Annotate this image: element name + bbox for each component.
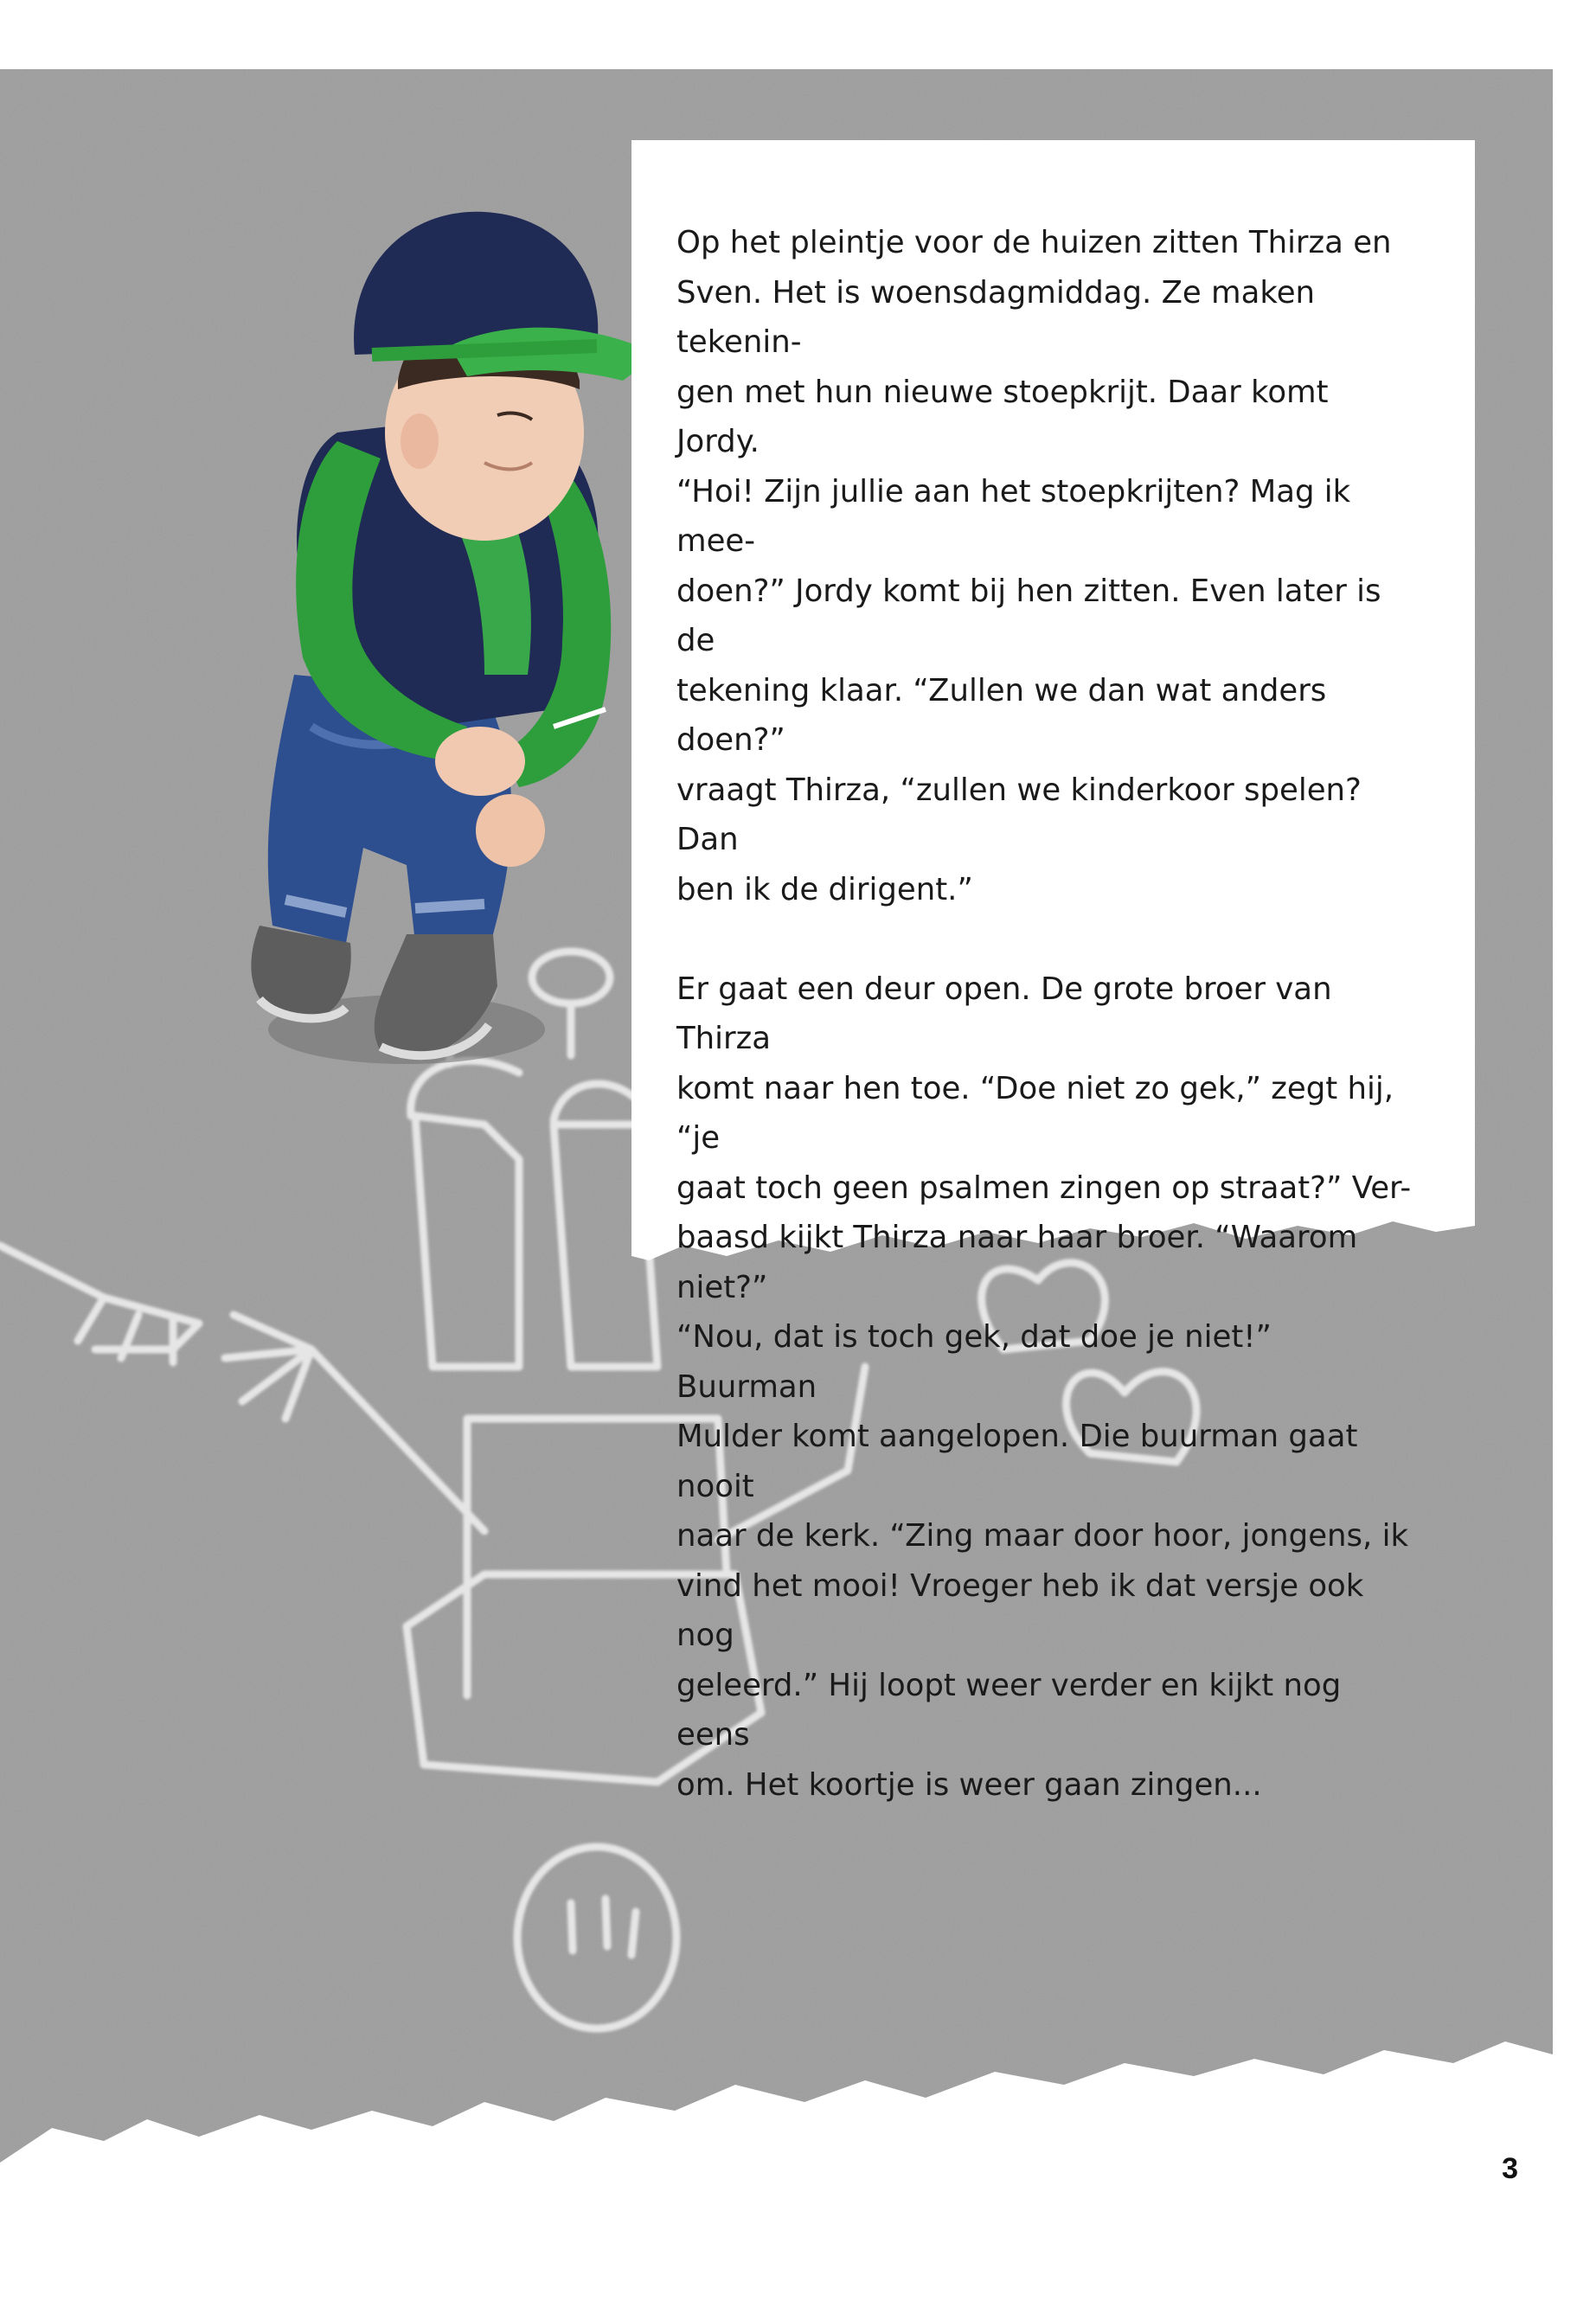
story-paragraph-2: Er gaat een deur open. De grote broer van Thirza komt naar hen toe. “Doe niet zo gek,” zegt hij, “je gaat toch geen psalmen zingen op straat?” Ver- baasd kijkt Thirza naar haar broer. “Waarom niet?” “Nou, dat is toch gek, dat doe je niet!” Buurman Mulder komt aangelopen. Die buurman gaat nooit naar de kerk. “Zing maar door hoor, jongens, ik vind het mooi! Vroeger heb ik dat versje ook nog geleerd.” Hij loopt weer verder en kijkt nog eens om. Het koortje is weer gaan zingen... (676, 971, 1412, 1803)
story-paragraph-1: Op het pleintje voor de huizen zitten Thirza en Sven. Het is woensdagmiddag. Ze maken tekenin- gen met hun nieuwe stoepkrijt. Daar komt Jordy. “Hoi! Zijn jullie aan het stoepkrijten? Mag ik mee- doen?” Jordy komt bij hen zitten. Even later is de tekening klaar. “Zullen we dan wat anders doen?” vraagt Thirza, “zullen we kinderkoor spelen? Dan ben ik de dirigent.” (676, 225, 1392, 907)
story-card (631, 140, 1475, 1803)
page-number: 3 (1502, 2152, 1518, 2185)
story-text (676, 218, 1420, 1860)
